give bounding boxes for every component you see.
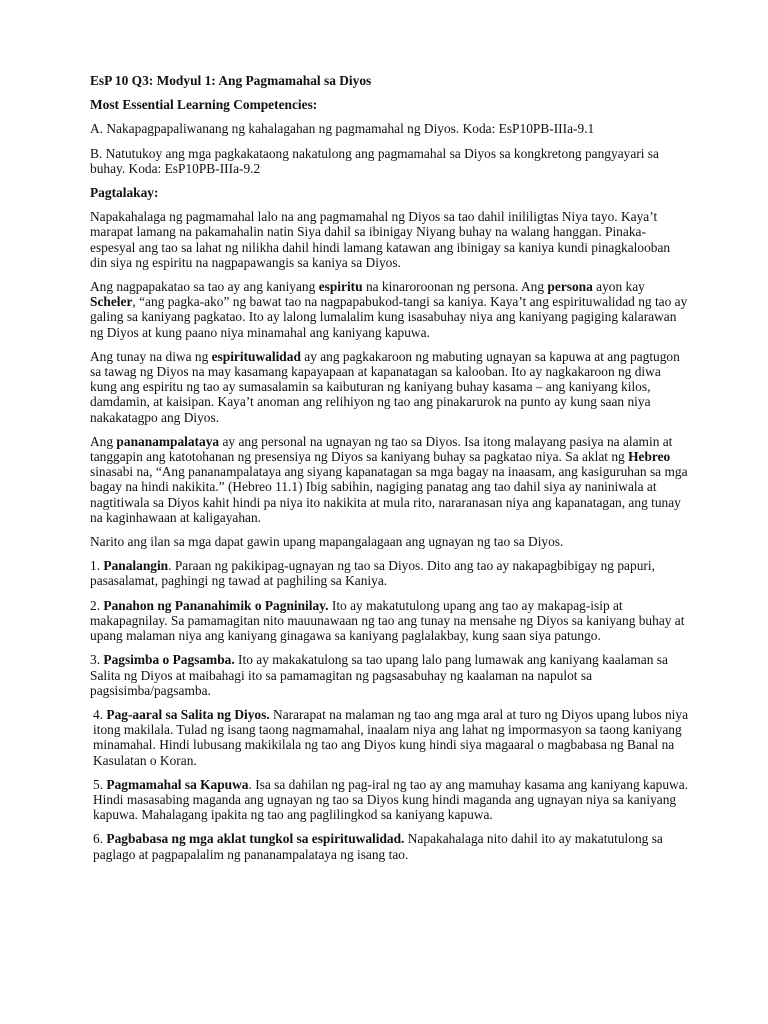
- paragraph-espiritu: [90, 279, 690, 340]
- item-label: Pagsimba o Pagsamba.: [103, 652, 235, 668]
- competency-b: B. Natutukoy ang mga pagkakataong nakatulong ang pagmamahal sa Diyos sa kongkretong pangyayari sa buhay. Koda: EsP10PB-IIIa-9.2: [90, 145, 659, 176]
- module-title: EsP 10 Q3: Modyul 1: Ang Pagmamahal sa Diyos: [90, 73, 372, 88]
- text-run: ay ang pagkakaroon ng mabuting ugnayan sa kapuwa at ang pagtugon sa tawag ng Diyos na may kasamang kapayapaan at kapanatagan sa kalooban. Ito ay nagkakaroon ng diwa kung ang espiritu ng tao ay sumasalamin sa kaibuturan ng kaniyang buhay kasama – ang kaniyang kilos, damdamin, at kaisipan. Kaya’t anoman ang relihiyon ng tao ang pinakarurok na punto ay kung saan niya nakakatagpo ang Diyos.: [90, 348, 680, 425]
- item-text: Ito ay makatutulong upang ang tao ay makapag-isip at makapagnilay. Sa pamamagitan nito mauunawaan ng tao ang tunay na mensahe ng Diyos sa kaniyang buhay at upang malaman niya ang kaniyang ginagawa sa kaniyang paglalakbay, kung saan siya patungo.: [90, 597, 685, 644]
- item-number: 4.: [93, 706, 107, 722]
- list-item-pagninilay: [90, 598, 690, 644]
- list-intro: Narito ang ilan sa mga dapat gawin upang mapangalagaan ang ugnayan ng tao sa Diyos.: [90, 534, 564, 550]
- list-item-kapuwa: [90, 777, 690, 823]
- item-number: 6.: [93, 831, 107, 847]
- document-body: [90, 73, 690, 871]
- competency-a: A. Nakapagpapaliwanang ng kahalagahan ng pagmamahal ng Diyos. Koda: EsP10PB-IIIa-9.1: [90, 121, 595, 137]
- term-hebreo: Hebreo: [628, 449, 671, 465]
- item-label: Pagbabasa ng mga aklat tungkol sa espirituwalidad.: [106, 831, 405, 847]
- item-number: 3.: [90, 652, 104, 668]
- list-item-panalangin: [90, 558, 690, 588]
- paragraph-espirituwalidad: [90, 349, 690, 425]
- term-espirituwalidad: espirituwalidad: [211, 348, 301, 364]
- item-text: . Paraan ng pakikipag-ugnayan ng tao sa Diyos. Dito ang tao ay nakapagbibigay ng papuri, pasasalamat, paghingi ng tawad at paghiling sa Kaniya.: [90, 558, 655, 589]
- text-run: sinasabi na, “Ang pananampalataya ang siyang kapanatagan sa mga bagay na inaasam, ang kasiguruhan sa mga bagay na hindi nakikita.” (Hebreo 11.1) Ibig sabihin, nagiging panatag ang tao dahil siya ay naniniwala at nagtitiwala sa Diyos kahit hindi pa niya ito nakikita at mula rito, nararanasan niya ang kapanatagan, ang tunay na kaginhawaan at kaligayahan.: [90, 464, 688, 525]
- paragraph-pananampalataya: [90, 434, 690, 525]
- list-item-pagsimba: [90, 652, 690, 698]
- item-number: 5.: [93, 776, 107, 792]
- text-run: ayon kay: [592, 279, 645, 295]
- item-label: Pagmamahal sa Kapuwa: [106, 776, 249, 792]
- item-label: Pag-aaral sa Salita ng Diyos.: [106, 706, 270, 722]
- list-item-pag-aaral: [90, 707, 690, 768]
- text-run: Ang tunay na diwa ng: [90, 348, 212, 364]
- item-label: Panahon ng Pananahimik o Pagninilay.: [103, 597, 329, 613]
- item-number: 2.: [90, 597, 104, 613]
- text-run: na kinaroroonan ng persona. Ang: [362, 279, 548, 295]
- term-scheler: Scheler: [90, 294, 133, 310]
- item-text: Ito ay makakatulong sa tao upang lalo pang lumawak ang kaniyang kaalaman sa Salita ng Diyos at maibahagi ito sa pamamagitan ng pagsasabuhay ng kaalaman na napulot sa pagsisimba/pagsamba.: [90, 652, 668, 698]
- text-run: , “ang pagka-ako” ng bawat tao na nagpapabukod-tangi sa kaniya. Kaya’t ang espirituwalidad ng tao ay galing sa kaniyang pagkatao. Ito ay lalong lumalalim kung isasabuhay niya ang kaniyang pagiging kalarawan ng Diyos at kung paano niya minamahal ang kaniyang kapuwa.: [90, 294, 688, 340]
- text-run: Ang: [90, 433, 117, 449]
- item-text: Napakahalaga nito dahil ito ay makatutulong sa paglago at pagpapalalim ng pananampalataya ng isang tao.: [93, 831, 663, 862]
- melc-heading: Most Essential Learning Competencies:: [90, 97, 318, 113]
- discussion-heading: Pagtalakay:: [90, 185, 159, 201]
- term-persona: persona: [547, 279, 593, 295]
- text-run: ay ang personal na ugnayan ng tao sa Diyos. Isa itong malayang pasiya na alamin at tanggapin ang katotohanan ng presensiya ng Diyos sa kaniyang buhay sa pagkatao niya. Sa aklat ng: [90, 433, 673, 465]
- list-item-pagbabasa: [90, 831, 690, 861]
- item-text: . Isa sa dahilan ng pag-iral ng tao ay ang mamuhay kasama ang kaniyang kapuwa. Hindi masasabing maganda ang ugnayan ng tao sa Diyos kung hindi maganda ang ugnayan niya sa kaniyang kapuwa. Mahalagang ipakita ng tao ang paglilingkod sa kaniyang kapuwa.: [93, 776, 689, 823]
- item-label: Panalangin: [103, 558, 169, 574]
- item-text: Nararapat na malaman ng tao ang mga aral at turo ng Diyos upang lubos niya itong makilala. Tulad ng isang taong nagmamahal, inaalam niya ang lahat ng impormasyon sa taong kaniyang minamahal. Hindi lubusang makikilala ng tao ang Diyos kung hindi siya magaaral o magbabasa ng Banal na Kasulatan o Koran.: [93, 706, 689, 768]
- term-espiritu: espiritu: [318, 279, 363, 295]
- text-run: Ang nagpapakatao sa tao ay ang kaniyang: [90, 279, 319, 295]
- term-pananampalataya: pananampalataya: [116, 433, 220, 449]
- paragraph-pagmamahal: Napakahalaga ng pagmamahal lalo na ang pagmamahal ng Diyos sa tao dahil inililigtas Niya tayo. Kaya’t marapat lamang na pakamahalin natin Siya dahil sa ibinigay Niyang buhay na walang hanggan. Pinaka-espesyal ang tao sa lahat ng nilikha dahil hindi lamang katawan ang ibinigay sa kaniya kundi pinagkalooban din siya ng espiritu na nagpapawangis sa kaniya sa Diyos.: [90, 209, 671, 270]
- item-number: 1.: [90, 558, 104, 574]
